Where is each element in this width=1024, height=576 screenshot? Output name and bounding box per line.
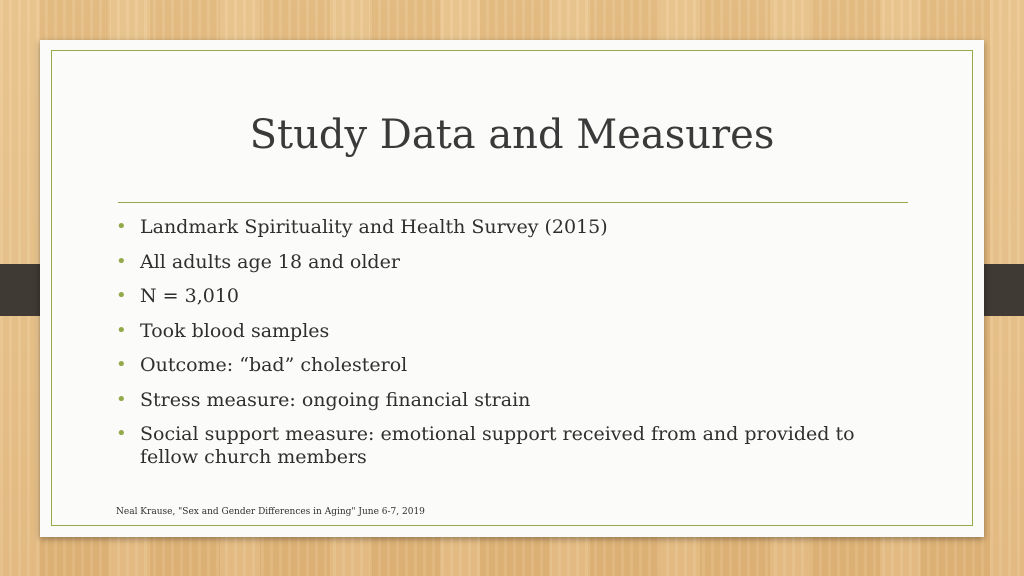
bullet-dot-icon: • <box>116 354 127 375</box>
bullet-item <box>118 423 898 469</box>
bullet-text: Outcome: “bad” cholesterol <box>140 354 408 376</box>
bullet-item <box>118 354 898 377</box>
slide-title: Study Data and Measures <box>249 112 775 158</box>
slide <box>40 40 984 537</box>
bullet-text: N = 3,010 <box>140 285 240 307</box>
bullet-dot-icon: • <box>116 423 127 444</box>
bullet-dot-icon: • <box>116 285 127 306</box>
bullet-text: All adults age 18 and older <box>140 250 400 273</box>
bullet-text: Social support measure: emotional support received from and provided to fellow church members <box>140 423 855 468</box>
bullet-text: Landmark Spirituality and Health Survey (2015) <box>140 216 608 238</box>
bullet-text: Stress measure: ongoing financial strain <box>140 388 531 411</box>
bullet-dot-icon: • <box>116 388 127 410</box>
bullet-list <box>118 216 898 481</box>
slide-footer: Neal Krause, "Sex and Gender Differences in Aging" June 6-7, 2019 <box>116 507 425 517</box>
bullet-item <box>118 389 898 412</box>
bullet-dot-icon: • <box>116 216 127 237</box>
bullet-item <box>118 320 898 343</box>
bullet-item <box>118 216 898 239</box>
bullet-item <box>118 285 898 308</box>
bullet-text: Took blood samples <box>140 319 330 342</box>
title-divider <box>118 202 908 203</box>
bullet-dot-icon: • <box>116 250 127 272</box>
bullet-item <box>118 251 898 274</box>
bullet-dot-icon: • <box>116 319 127 341</box>
